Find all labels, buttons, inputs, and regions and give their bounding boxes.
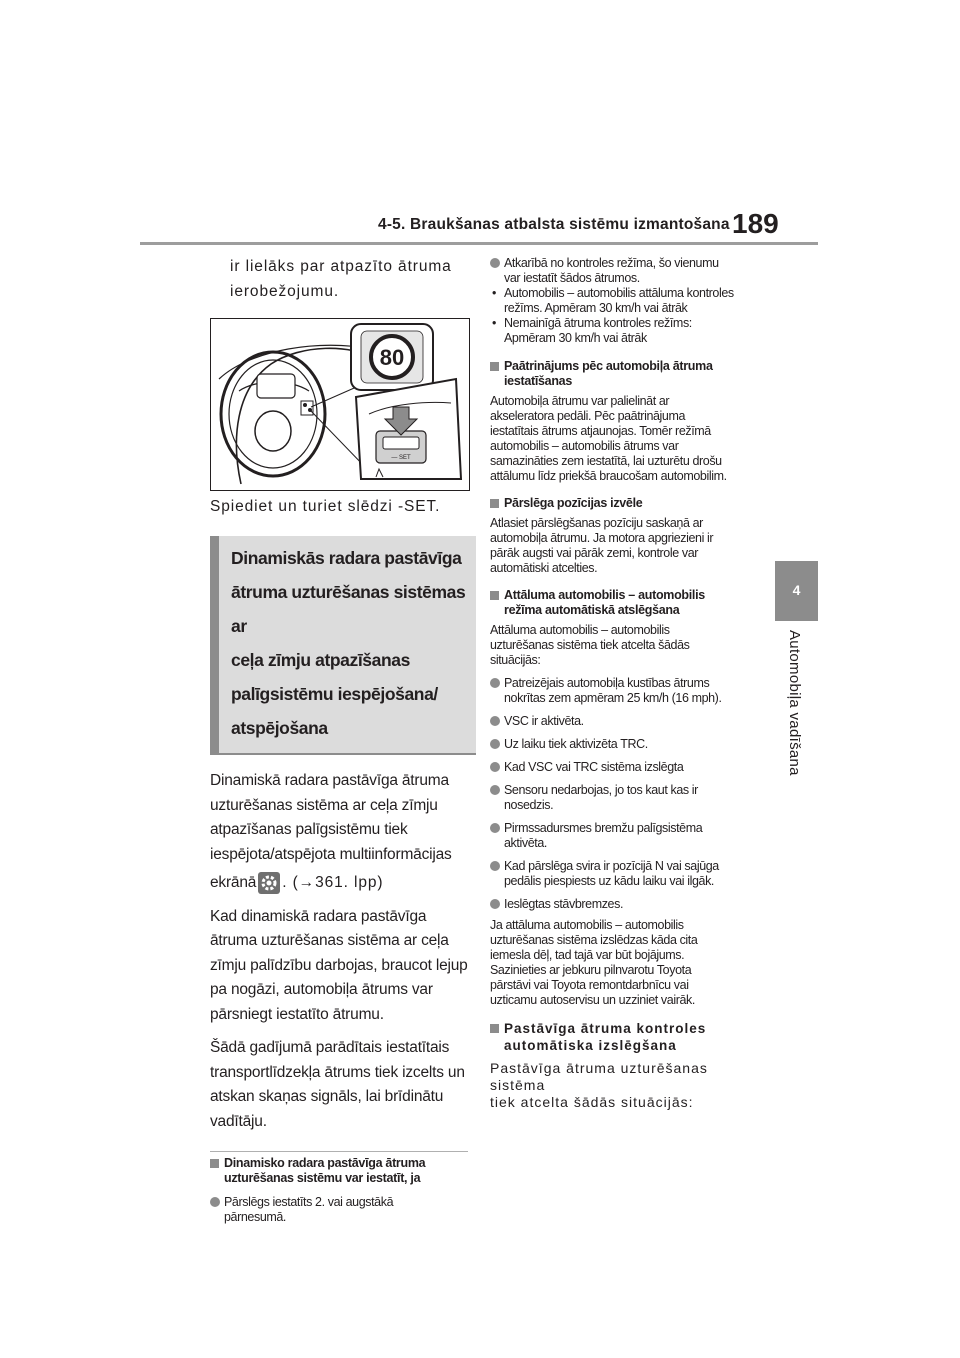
subsection-heading [490,588,755,618]
left-column [210,254,472,1225]
paragraph-warning [210,1036,472,1134]
round-bullet-icon [490,258,500,268]
section-heading-line: ātruma uzturēšanas sistēmas ar [231,582,466,636]
text-line: vadītāju. [210,1112,267,1130]
text-line: Kad dinamiskā radara pastāvīga [210,907,427,925]
text-line: var iestatīt šādos ātrumos. [504,271,640,285]
dash-bullet: • [492,286,496,300]
square-bullet-icon [490,591,499,600]
round-bullet-icon [490,823,500,833]
text-line: uzticamu autoservisu un uzziniet vairāk. [490,993,695,1007]
list-item [490,783,755,813]
text-line: Pastāvīga ātruma uzturēšanas sistēma [490,1060,708,1093]
text-line: automātiski atcelties. [490,561,598,575]
paragraph [490,623,755,668]
header-rule [140,242,818,245]
subsection-heading [490,359,755,389]
text-line: pa nogāzi, automobiļa ātrums var [210,981,433,998]
round-bullet-icon [490,762,500,772]
list-item [490,737,755,752]
text-line: iespējota/atspējota multiinformācijas [210,845,452,863]
text-line: uzturēšanas sistēma tiek atcelta šādās [490,638,690,652]
text-line: uzturēšanas sistēma izslēdzas kāda cita [490,933,698,947]
figure-caption: Spiediet un turiet slēdzi -SET. [210,498,441,515]
right-column [490,254,755,1111]
square-bullet-icon [490,499,499,508]
subsection-heading [490,496,755,511]
text-line: pedālis piespiests uz kādu laiku vai ilgāk. [504,874,715,888]
text-line: automātiska izslēgšana [504,1038,677,1053]
text-line: Dinamisko radara pastāvīga ātruma [224,1156,426,1170]
text-line: iemesla dēļ, tad tajā var būt bojājums. [490,948,685,962]
text-line: režīma automātiskā atslēgšana [504,603,680,617]
cockpit-illustration [210,318,470,491]
text-line: Paātrinājums pēc automobiļa ātruma [504,359,713,373]
text-span: ekrānā [210,874,257,891]
list-item [490,714,755,729]
list-item [210,1195,472,1225]
text-line: iestatīšanas [504,374,572,388]
paragraph-downhill [210,905,472,1028]
round-bullet-icon [210,1197,220,1207]
list-item [490,897,755,912]
text-line: iestatītais ātrums atjaunojas. Tomēr režīmā [490,424,711,438]
speed-sign-value: 80 [379,345,405,370]
text-line: Kad pārslēga svira ir pozīcijā N vai sajūga [504,859,719,873]
text-line: Pastāvīga ātruma kontroles [504,1021,707,1036]
text-line: VSC ir aktivēta. [504,714,584,728]
text-line: Uz laiku tiek aktivizēta TRC. [504,737,648,751]
text-line: Automobilis – automobilis attāluma kontroles [504,286,734,300]
settings-gear-icon [258,872,280,894]
text-line: Sazinieties ar jebkuru pilnvarotu Toyota [490,963,692,977]
dash-bullet: • [492,316,496,330]
paragraph [490,516,755,576]
text-line: Nemainīgā ātruma kontroles režīms: [504,316,692,330]
text-line: automobilis – automobilis ātrums var [490,439,679,453]
paragraph-enable [210,769,472,896]
section-heading-line: Dinamiskās radara pastāvīga [231,548,462,568]
text-line: Apmēram 30 km/h vai ātrāk [504,331,647,345]
round-bullet-icon [490,861,500,871]
text-line: Attāluma automobilis – automobilis [490,623,670,637]
section-heading-line: palīgsistēmu iespējošana/ [231,684,438,704]
text-line: aktivēta. [504,836,547,850]
steering-wheel-switch-illustration [211,319,469,490]
text-line: režīms. Apmēram 30 km/h vai ātrāk [504,301,688,315]
dash-item [490,316,755,346]
text-line: transportlīdzekļa ātrums tiek izcelts un [210,1063,465,1081]
text-line: Kad VSC vai TRC sistēma izslēgta [504,760,684,774]
text-line: nosedzis. [504,798,554,812]
text-line: Atlasiet pārslēgšanas pozīciju saskaņā ar [490,516,703,530]
text-line: pārsniegt iestatīto ātrumu. [210,1005,384,1023]
section-heading-line: atspējošana [231,718,328,738]
text-line: attālumu līdz priekšā braucošam automobilim. [490,469,727,483]
page-reference: . (→361. lpp) [282,874,384,891]
text-line: Patreizējais automobiļa kustības ātrums [504,676,710,690]
text-line: ātruma uzturēšanas sistēma ar ceļa [210,932,449,949]
text-line: Atkarībā no kontroles režīma, šo vienumu [504,256,719,270]
text-line: uzturēšanas sistēma ar ceļa zīmju [210,796,438,814]
paragraph [490,918,755,1008]
text-line: pārnesumā. [224,1210,287,1224]
chapter-label: Automobiļa vadīšana [786,630,803,776]
text-line: Dinamiskā radara pastāvīga ātruma [210,772,449,789]
square-bullet-icon [490,1024,499,1033]
paragraph [490,1060,755,1111]
round-bullet-icon [490,739,500,749]
text-line: Šādā gadījumā parādītais iestatītais [210,1039,450,1056]
text-line: Attāluma automobilis – automobilis [504,588,705,602]
round-bullet-icon [490,899,500,909]
switch-set-label: — SET [391,455,411,461]
text-line: samazināties zem iestatītā, lai uzturētu drošu [490,454,722,468]
list-item [490,256,755,286]
text-line: Automobiļa ātrumu var palielināt ar [490,394,670,408]
text-line: Pirmssadursmes bremžu palīgsistēma [504,821,703,835]
text-line: situācijās: [490,653,541,667]
page-number: 189 [732,208,779,239]
text-line: Pārslēgs iestatīts 2. vai augstākā [224,1195,394,1209]
text-line: atpazīšanas palīgsistēmu tiek [210,821,408,838]
text-line: nokrītas zem apmēram 25 km/h (16 mph). [504,691,722,705]
text-line: automobiļa ātrumu. Ja motora apgriezieni ir [490,531,714,545]
text-line: pārāk augsti vai pārāk zemi, kontrole var [490,546,699,560]
text-line: tiek atcelta šādās situācijās: [490,1094,694,1110]
square-bullet-icon [210,1159,219,1168]
text-line: uzturēšanas sistēmu var iestatīt, ja [224,1171,421,1185]
text-line: pārstāvi vai Toyota remontdarbnīcu vai [490,978,689,992]
text-line: zīmju palīdzību darbojas, braucot lejup [210,956,468,974]
chapter-tab: 4 [775,561,818,621]
text-line: Pārslēga pozīcijas izvēle [504,496,643,510]
text-line: atskan skaņas signāls, lai brīdinātu [210,1088,444,1105]
section-heading-line: ceļa zīmju atpazīšanas [231,650,410,670]
round-bullet-icon [490,678,500,688]
text-line: Sensoru nedarbojas, jo tos kaut kas ir [504,783,698,797]
text-line: Ja attāluma automobilis – automobilis [490,918,684,932]
continued-text: ir lielāks par atpazīto ātruma ierobežojumu. [230,258,452,300]
subsection-rule [210,1151,468,1152]
round-bullet-icon [490,716,500,726]
paragraph [490,394,755,484]
section-heading-box [210,536,476,755]
list-item [490,821,755,851]
round-bullet-icon [490,785,500,795]
section-title: 4-5. Braukšanas atbalsta sistēmu izmantošana [378,216,730,233]
subsection-heading [490,1020,755,1054]
text-line: akseleratora pedāli. Pēc paātrinājuma [490,409,686,423]
dash-item [490,286,755,316]
text-line-with-icon [210,871,472,896]
text-line: Ieslēgtas stāvbremzes. [504,897,624,911]
list-item [490,676,755,706]
list-item [490,760,755,775]
list-item [490,859,755,889]
subsection-heading [210,1156,472,1186]
square-bullet-icon [490,362,499,371]
